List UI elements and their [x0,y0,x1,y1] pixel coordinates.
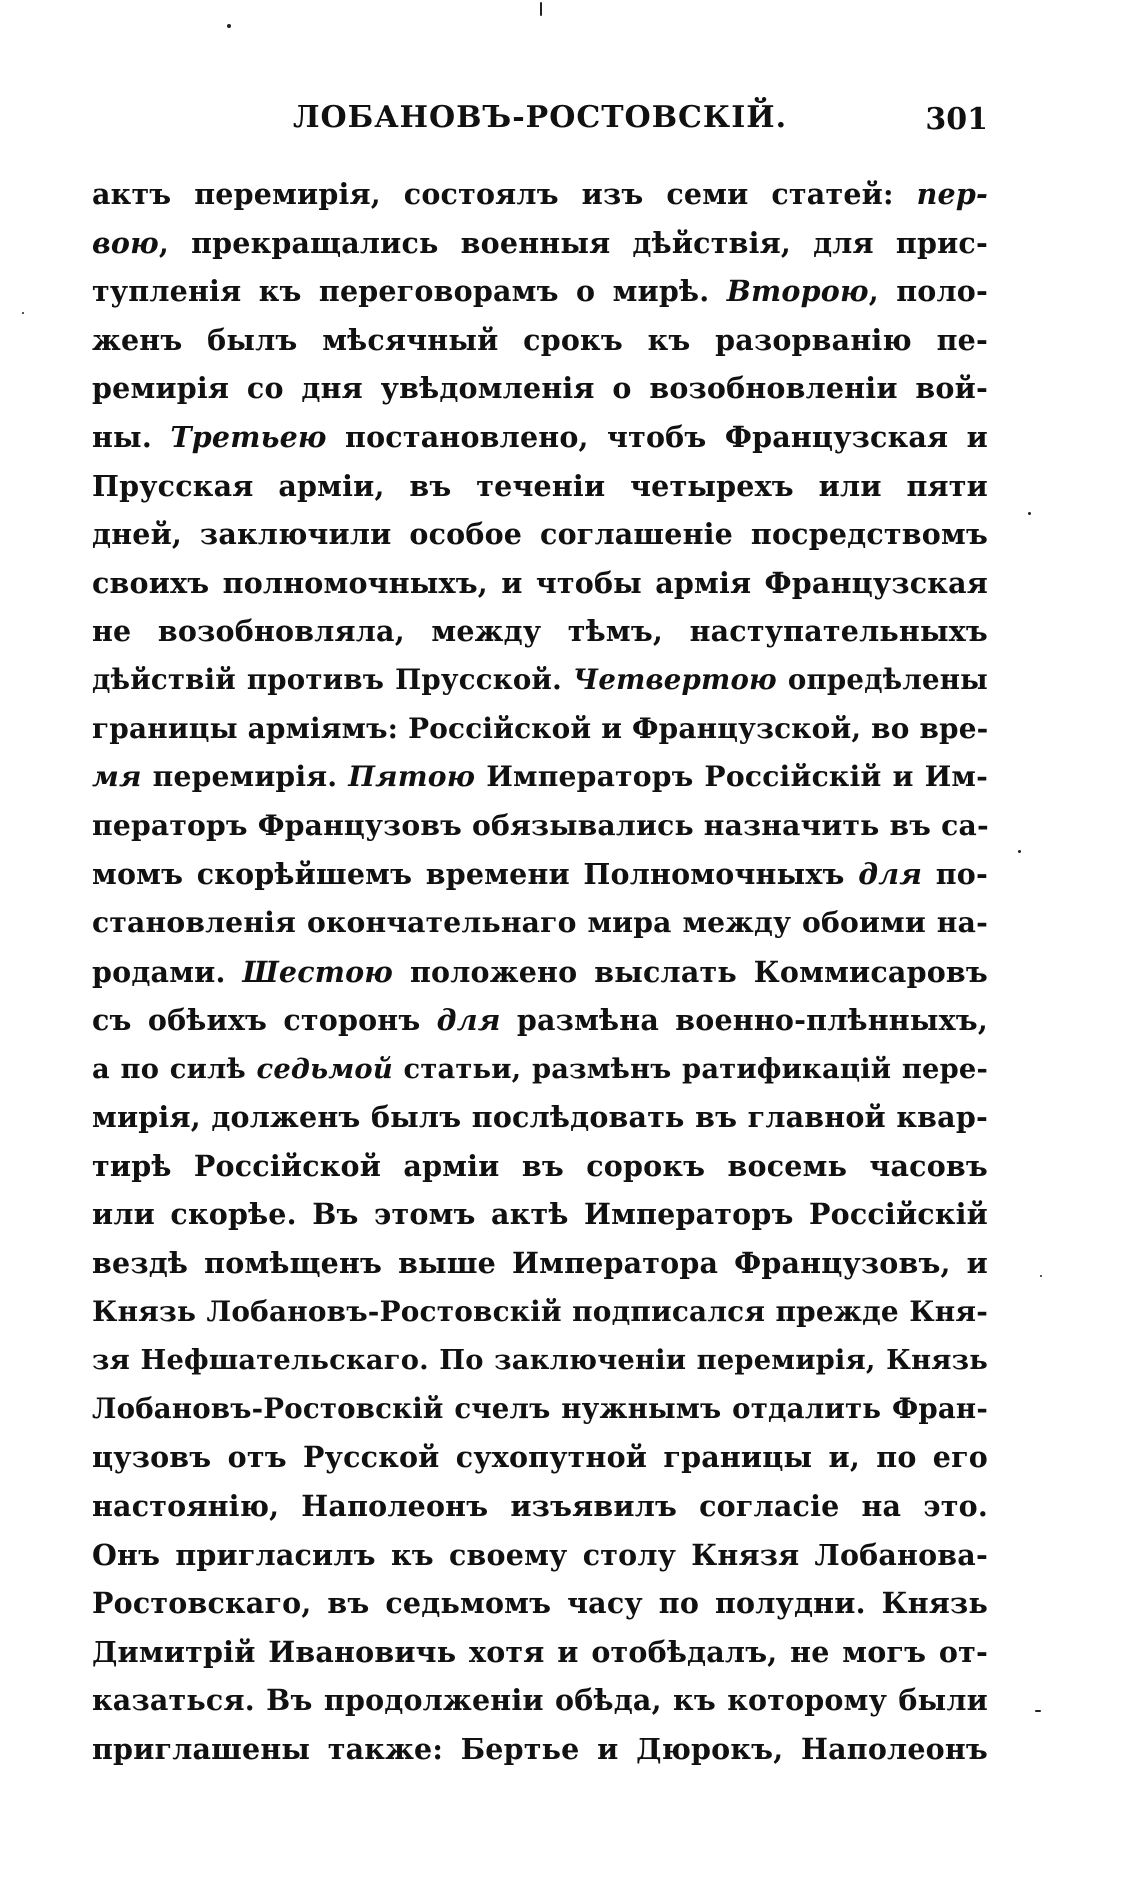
text-segment: Онъ пригласилъ къ своему столу Князя Лобанова- [92,1537,988,1572]
text-segment: Ростовскаго, въ седьмомъ часу по полудни. Князь [92,1586,988,1621]
text-segment: , поло- [868,274,988,309]
text-segment: размѣна военно-плѣнныхъ, [500,1003,988,1038]
text-line [92,705,988,754]
text-line [92,1433,988,1482]
italic-text-segment: Третьею [170,419,327,454]
text-line [92,1239,988,1288]
body-text [92,170,988,1774]
text-segment: Императоръ Россійскій и Им- [475,760,988,794]
text-segment: момъ скорѣйшемъ времени Полномочныхъ [92,857,859,892]
text-segment: не возобновляла, между тѣмъ, наступательныхъ [92,614,988,649]
text-segment: а по силѣ [92,1052,257,1085]
text-segment: постановлено, чтобъ Французская и [326,419,988,454]
text-segment: приглашены также: Бертье и Дюрокъ, Наполеонъ [92,1732,988,1766]
text-segment: или скорѣе. Въ этомъ актѣ Императоръ Россійскій [92,1197,988,1232]
text-line [92,1336,988,1385]
text-line [92,1676,988,1725]
text-segment: тупленія къ переговорамъ о мирѣ. [92,274,727,309]
scan-speck [227,24,231,28]
text-segment: зя Нефшательскаго. По заключеніи перемирія, Князь [92,1344,988,1377]
text-line [92,1093,988,1142]
text-line [92,850,988,899]
text-line [92,1628,988,1677]
italic-text-segment: Четвертою [572,662,777,696]
text-segment: вездѣ помѣщенъ выше Императора Французовъ, и [92,1246,988,1281]
text-segment: статьи, размѣнъ ратификацій пере- [392,1052,988,1085]
text-segment: границы арміямъ: Россійской и Французской, во вре- [92,711,989,745]
text-line [92,753,988,802]
text-segment: дней, заключили особое соглашеніе посредствомъ [92,517,988,552]
text-segment: по- [922,857,989,892]
text-line [92,559,988,608]
text-line [92,656,988,705]
text-line [92,364,988,413]
text-segment: своихъ полномочныхъ, и чтобы армія Французская [92,565,988,600]
text-line [92,413,988,462]
italic-text-segment: вою [92,225,159,260]
text-segment: перемирія. [141,760,349,794]
text-line [92,1385,988,1434]
text-line [92,607,988,656]
text-line [92,170,988,219]
text-line [92,267,988,316]
text-segment: актъ перемирія, состоялъ изъ семи статей: [92,177,917,211]
text-line [92,219,988,268]
scan-speck [1040,1275,1042,1277]
italic-text-segment: Шестою [242,954,394,989]
text-segment: Князь Лобановъ-Ростовскій подписался прежде Кня- [92,1294,988,1328]
text-line [92,1725,988,1774]
text-line [92,1190,988,1239]
text-segment: цузовъ отъ Русской сухопутной границы и, по его [92,1440,988,1475]
text-segment: дѣйствій противъ Прусской. [92,662,573,696]
text-line [92,802,988,851]
text-segment: мирія, долженъ былъ послѣдовать въ главной квар- [92,1100,988,1135]
scan-speck [22,312,24,314]
text-line [92,1579,988,1628]
text-segment: опредѣлены [776,662,989,696]
text-segment: ны. [92,419,171,454]
text-segment: казаться. Въ продолженіи обѣда, къ которому были [92,1683,988,1718]
text-segment: положено выслать Коммисаровъ [393,954,988,989]
page-header [92,100,988,150]
text-line [92,1045,988,1094]
text-line [92,510,988,559]
page-number: 301 [925,102,988,137]
text-segment: ператоръ Французовъ обязывались назначить въ са- [92,808,989,842]
text-line [92,948,988,997]
italic-text-segment: седьмой [256,1052,393,1085]
text-segment: Лобановъ-Ростовскій счелъ нужнымъ отдалить Фран- [92,1391,988,1425]
text-segment: съ обѣихъ сторонъ [92,1003,437,1038]
text-segment: родами. [92,954,243,989]
text-segment: Прусская арміи, въ теченіи четырехъ или пяти [92,468,988,503]
running-title: ЛОБАНОВЪ-РОСТОВСКІЙ. [292,100,788,135]
text-line [92,1288,988,1337]
text-line [92,462,988,511]
italic-text-segment: для [858,857,923,892]
text-segment: тирѣ Россійской арміи въ сорокъ восемь часовъ [92,1148,988,1183]
scan-speck [1035,1710,1041,1712]
text-line [92,996,988,1045]
scan-speck [1018,850,1021,853]
text-segment: женъ былъ мѣсячный срокъ къ разорванію пе- [92,322,988,357]
italic-text-segment: мя [92,760,142,794]
text-line [92,316,988,365]
italic-text-segment: Второю [726,274,869,309]
text-line [92,1142,988,1191]
scan-speck [540,2,542,16]
italic-text-segment: пер- [916,177,988,211]
text-segment: становленія окончательнаго мира между обоими на- [92,905,988,939]
text-line [92,1531,988,1580]
text-segment: , прекращались военныя дѣйствія, для прис- [158,225,988,260]
scan-speck [1028,512,1031,515]
italic-text-segment: для [436,1003,501,1038]
text-segment: ремирія со дня увѣдомленія о возобновленіи вой- [92,371,988,406]
text-line [92,1482,988,1531]
italic-text-segment: Пятою [348,760,476,794]
text-segment: Димитрій Ивановичь хотя и отобѣдалъ, не могъ от- [92,1634,988,1669]
text-segment: настоянію, Наполеонъ изъявилъ согласіе на это. [92,1489,988,1524]
text-line [92,899,988,948]
